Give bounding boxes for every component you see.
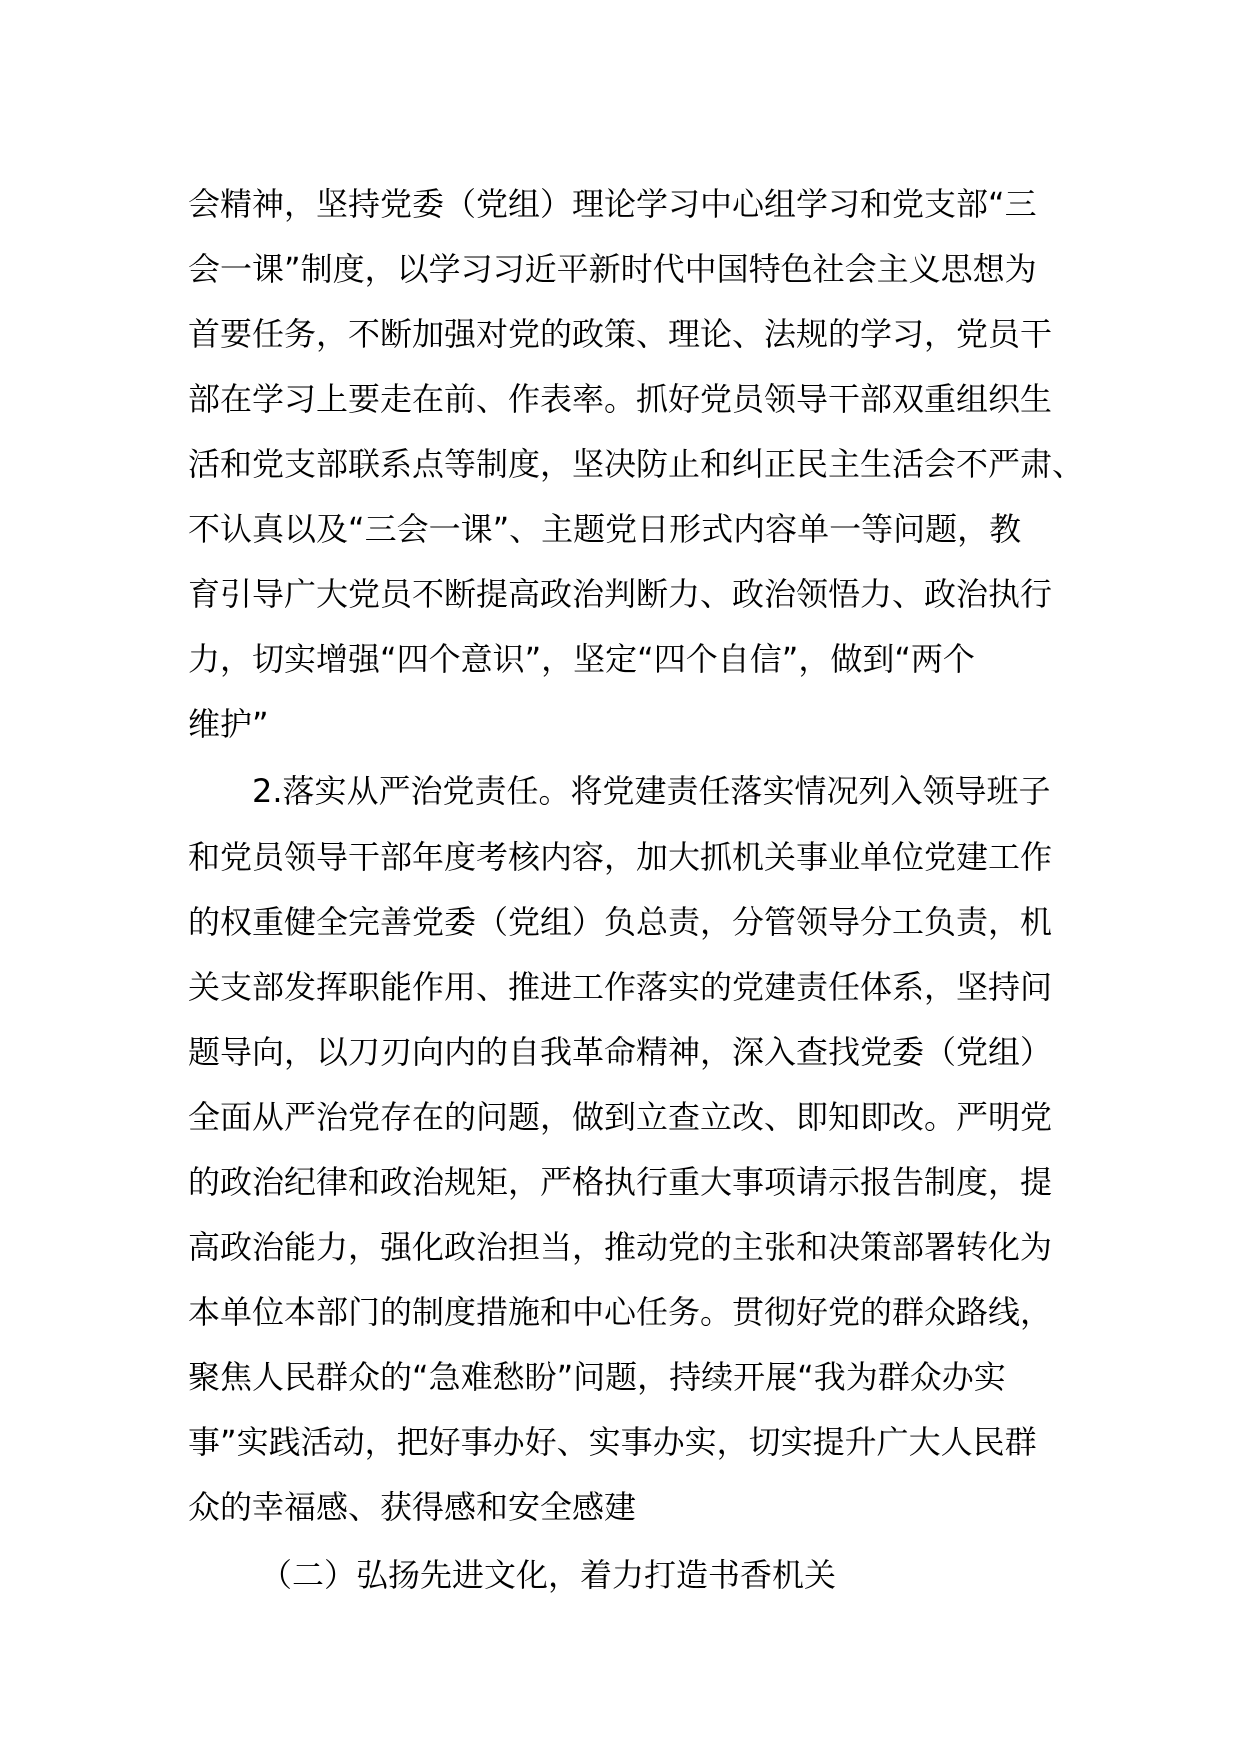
document-body <box>188 172 1085 1610</box>
text-line: 和党员领导干部年度考核内容，加大抓机关事业单位党建工作 <box>188 838 1053 876</box>
text-line: 部在学习上要走在前、作表率。抓好党员领导干部双重组织生 <box>188 380 1053 418</box>
text-line: 事”实践活动，把好事办好、实事办实，切实提升广大人民群 <box>188 1423 1037 1461</box>
text-line: 维护” <box>188 705 269 743</box>
section-heading: （二）弘扬先进文化，着力打造书香机关 <box>260 1556 837 1594</box>
text-line: 力，切实增强“四个意识”，坚定“四个自信”，做到“两个 <box>188 640 975 678</box>
text-line: 会精神，坚持党委（党组）理论学习中心组学习和党支部“三 <box>188 185 1037 223</box>
text-line: 高政治能力，强化政治担当，推动党的主张和决策部署转化为 <box>188 1228 1053 1266</box>
text-line: 的政治纪律和政治规矩，严格执行重大事项请示报告制度，提 <box>188 1163 1053 1201</box>
text-line: 题导向，以刀刃向内的自我革命精神，深入查找党委（党组） <box>188 1033 1053 1071</box>
text-line: 聚焦人民群众的“急难愁盼”问题，持续开展“我为群众办实 <box>188 1358 1006 1396</box>
text-line: 活和党支部联系点等制度，坚决防止和纠正民主生活会不严肃、 <box>188 445 1085 483</box>
text-line: 首要任务，不断加强对党的政策、理论、法规的学习，党员干 <box>188 315 1053 353</box>
text-line: 关支部发挥职能作用、推进工作落实的党建责任体系，坚持问 <box>188 968 1053 1006</box>
text-line: 的权重健全完善党委（党组）负总责，分管领导分工负责，机 <box>188 903 1053 941</box>
text-line: 育引导广大党员不断提高政治判断力、政治领悟力、政治执行 <box>188 575 1053 613</box>
paragraph-party-study <box>188 172 1085 757</box>
text-line: 众的幸福感、获得感和安全感建 <box>188 1488 637 1526</box>
text-line: 全面从严治党存在的问题，做到立查立改、即知即改。严明党 <box>188 1098 1053 1136</box>
paragraph-first-line: 2.落实从严治党责任。将党建责任落实情况列入领导班子 <box>252 772 1051 810</box>
text-line: 会一课”制度，以学习习近平新时代中国特色社会主义思想为 <box>188 250 1037 288</box>
text-line: 本单位本部门的制度措施和中心任务。贯彻好党的群众路线， <box>188 1293 1053 1331</box>
text-line: 不认真以及“三会一课”、主题党日形式内容单一等问题，教 <box>188 510 1022 548</box>
paragraph-party-responsibility <box>188 757 1068 1540</box>
